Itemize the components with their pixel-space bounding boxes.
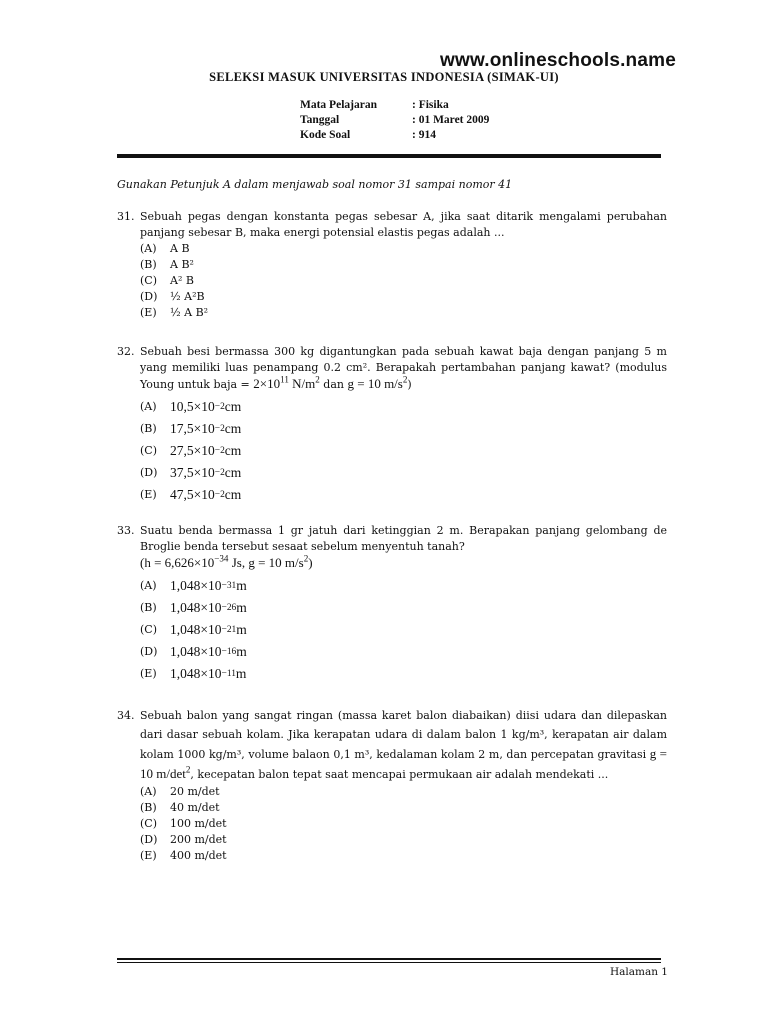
option: (C) 27,5×10 −2 cm [140, 443, 242, 458]
option-label: (E) [140, 849, 157, 862]
option-unit: m [236, 644, 247, 659]
option-value: 17,5×10 [170, 421, 215, 436]
question-stem [140, 706, 667, 784]
option-label: (B) [140, 801, 157, 814]
option-list [140, 241, 667, 321]
option-unit: m [235, 666, 247, 681]
question-number: 33. [117, 524, 135, 537]
option [140, 257, 667, 273]
meta-row-date [300, 113, 489, 128]
option-text: A B [170, 242, 190, 255]
option: (D) 1,048×10 −16 m [140, 644, 247, 659]
formula-part: g = 10 m/det [140, 746, 667, 781]
option-label: (C) [140, 444, 157, 457]
question-number: 32. [117, 345, 135, 358]
formula-exponent: −34 [214, 553, 229, 564]
question-33 [117, 523, 667, 685]
formula-part: 2×10 [253, 376, 281, 391]
option-label: (A) [140, 785, 157, 798]
footer-divider-thin [117, 962, 661, 963]
option: (C) 1,048×10 −21 m [140, 622, 247, 637]
option-text: ½ A²B [170, 290, 205, 303]
option-unit: cm [224, 399, 242, 414]
option-label: (D) [140, 645, 158, 658]
option [140, 848, 667, 864]
formula-exponent: 2 [315, 374, 320, 385]
question-stem: Suatu benda bermassa 1 gr jatuh dari ketinggian 2 m. Berapakan panjang gelombang de Broglie benda tersebut sesaat sebelum menyentuh tanah? [140, 524, 667, 553]
meta-row-subject [300, 98, 489, 113]
option [140, 241, 667, 257]
option-label: (D) [140, 833, 158, 846]
option-label: (B) [140, 422, 157, 435]
option: (D) 37,5×10 −2 cm [140, 465, 242, 480]
meta-value: : Fisika [412, 99, 449, 111]
option-value: 1,048×10 [170, 666, 222, 681]
option-label: (D) [140, 466, 158, 479]
stem-text: ) [407, 378, 412, 391]
option-text: ½ A B² [170, 306, 209, 319]
meta-key: Mata Pelajaran [300, 99, 377, 111]
option: (E) 1,048×10 −11 m [140, 666, 247, 681]
exam-title: SELEKSI MASUK UNIVERSITAS INDONESIA (SIMAK-UI) [209, 70, 559, 84]
site-url: www.onlineschools.name [440, 50, 676, 71]
stem-text: Sebuah balon yang sangat ringan (massa karet balon diabaikan) diisi udara dan dilepaskan dari dasar sebuah kolam. Jika kerapatan udara di dalam balon 1 kg/m³, kerapatan air dalam kolam 1000 kg/m³, volume balaon 0,1 m³, kedalaman kolam 2 m, dan percepatan gravitasi [140, 709, 667, 761]
option-label: (A) [140, 242, 157, 255]
question-stem [140, 344, 667, 393]
option-value: 37,5×10 [170, 465, 215, 480]
option-text: 20 m/det [170, 785, 220, 798]
stem-text: Sebuah besi bermassa 300 kg digantungkan pada sebuah kawat baja dengan panjang 5 m yang memiliki luas penampang 0.2 cm². Berapakah pertambahan panjang kawat? (modulus Young untuk baja = [140, 345, 667, 391]
question-31 [117, 209, 667, 321]
option-list [140, 575, 667, 685]
question-number: 31. [117, 210, 135, 223]
formula-exponent: 11 [280, 374, 289, 385]
option [140, 305, 667, 321]
option-label: (E) [140, 488, 157, 501]
option-value: 1,048×10 [170, 622, 222, 637]
question-number: 34. [117, 709, 135, 722]
formula-exponent: 2 [402, 374, 408, 385]
option-label: (E) [140, 306, 157, 319]
option-text: 400 m/det [170, 849, 227, 862]
formula-part: ) [308, 555, 313, 570]
option-unit: cm [224, 465, 242, 480]
option-label: (A) [140, 579, 157, 592]
meta-value: : 914 [412, 129, 436, 141]
stem-text: , kecepatan balon tepat saat mencapai permukaan air adalah mendekati ... [190, 768, 609, 781]
footer-divider [117, 958, 661, 960]
option-value: 1,048×10 [170, 578, 222, 593]
meta-key: Tanggal [300, 114, 340, 126]
option-unit: cm [224, 421, 242, 436]
option-text: A B² [170, 258, 194, 271]
option: (A) 1,048×10 −31 m [140, 578, 247, 593]
formula-exponent: 2 [185, 764, 191, 775]
option-text: 200 m/det [170, 833, 227, 846]
modulus-formula [253, 376, 320, 391]
option-label: (B) [140, 601, 157, 614]
meta-row-code [300, 128, 489, 143]
option-unit: cm [224, 443, 242, 458]
stem-text: dan [319, 378, 348, 391]
option: (B) 17,5×10 −2 cm [140, 421, 242, 436]
option-value: 1,048×10 [170, 644, 222, 659]
question-stem: Sebuah pegas dengan konstanta pegas sebesar A, jika saat ditarik mengalami perubahan panjang sebesar B, maka energi potensial elastis pegas adalah ... [140, 210, 667, 239]
formula-part: N/m [288, 376, 316, 391]
option [140, 273, 667, 289]
meta-value: : 01 Maret 2009 [412, 114, 490, 126]
option [140, 832, 667, 848]
formula-part: g = 10 m/s [347, 376, 403, 391]
question-34 [117, 706, 667, 864]
gravity-formula [347, 376, 407, 391]
option-unit: cm [224, 487, 242, 502]
option-value: 1,048×10 [170, 600, 222, 615]
option-unit: m [236, 578, 247, 593]
formula-part: (h = 6,626×10 [140, 555, 215, 570]
option-label: (C) [140, 274, 157, 287]
option-list [140, 396, 667, 506]
option [140, 816, 667, 832]
option-unit: m [236, 622, 247, 637]
formula-part: Js, g = 10 m/s [228, 555, 304, 570]
formula-exponent: 2 [303, 553, 309, 564]
option-label: (D) [140, 290, 158, 303]
option [140, 784, 667, 800]
option-unit: m [236, 600, 247, 615]
page-number: Halaman 1 [609, 966, 668, 978]
option-text: A² B [170, 274, 194, 287]
option-value: 27,5×10 [170, 443, 215, 458]
option-list [140, 784, 667, 864]
given-constants [140, 555, 667, 575]
option-label: (C) [140, 817, 157, 830]
option-text: 100 m/det [170, 817, 227, 830]
option-value: 10,5×10 [170, 399, 215, 414]
instruction: Gunakan Petunjuk A dalam menjawab soal nomor 31 sampai nomor 41 [117, 178, 513, 191]
exam-meta [300, 98, 489, 143]
meta-key: Kode Soal [300, 129, 351, 141]
option [140, 289, 667, 305]
option-label: (B) [140, 258, 157, 271]
question-32 [117, 344, 667, 506]
option: (B) 1,048×10 −26 m [140, 600, 247, 615]
option: (A) 10,5×10 −2 cm [140, 399, 242, 414]
option-text: 40 m/det [170, 801, 220, 814]
option-label: (C) [140, 623, 157, 636]
option-label: (A) [140, 400, 157, 413]
option: (E) 47,5×10 −2 cm [140, 487, 242, 502]
option-label: (E) [140, 667, 157, 680]
header-divider [117, 154, 661, 158]
option [140, 800, 667, 816]
option-value: 47,5×10 [170, 487, 215, 502]
